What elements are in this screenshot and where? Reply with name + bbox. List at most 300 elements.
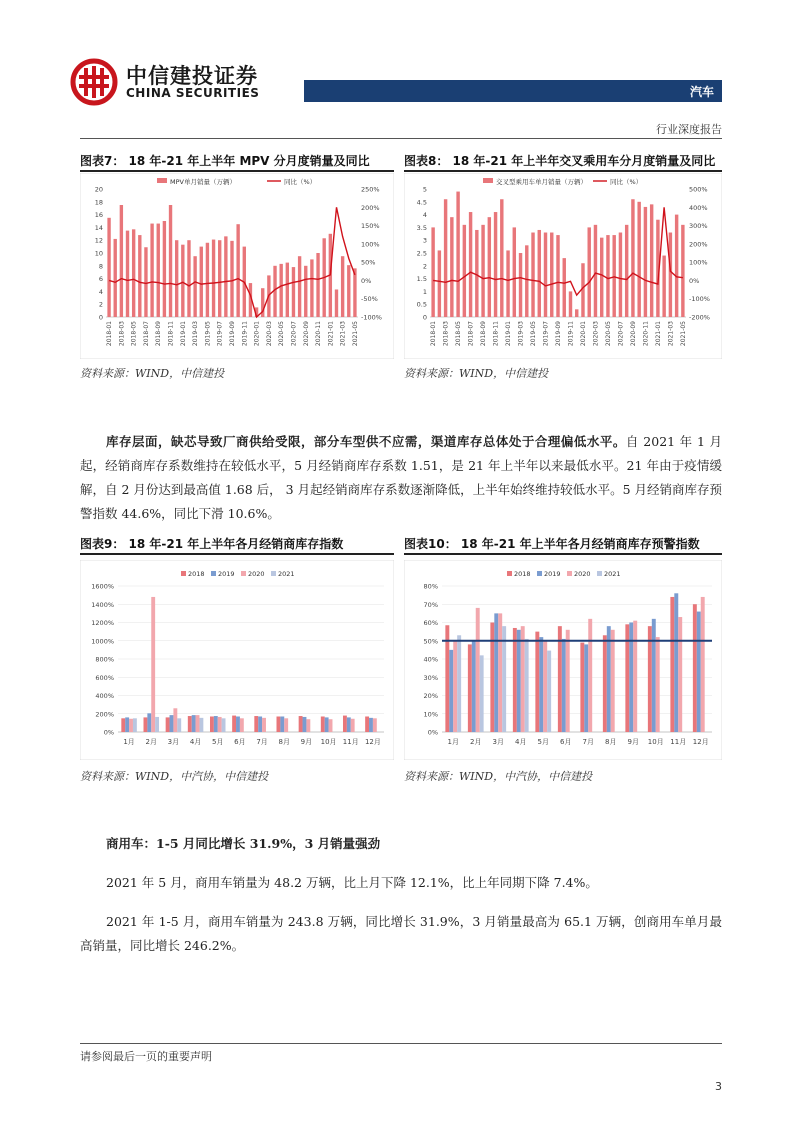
x-axis-tick: 2020-07 (617, 321, 625, 347)
bar-2019 (347, 717, 351, 732)
x-axis-tick: 2018-05 (130, 321, 138, 347)
sales-bar (538, 230, 541, 317)
x-axis-tick: 11月 (670, 738, 687, 746)
y-axis-tick: 1600% (91, 582, 114, 591)
x-axis-tick: 12月 (692, 738, 709, 746)
legend-label: 2019 (218, 570, 235, 578)
bar-2019 (369, 718, 373, 732)
right-axis-tick: 250% (361, 185, 380, 194)
dealer-warning-index-chart (404, 560, 722, 760)
bar-2019 (697, 612, 701, 732)
x-axis-tick: 2018-03 (118, 321, 126, 347)
y-axis-tick: 0% (427, 728, 438, 737)
sales-bar (114, 239, 117, 317)
right-axis-tick: 100% (689, 258, 708, 267)
y-axis-tick: 20% (423, 692, 438, 700)
bar-2020 (329, 719, 333, 732)
commercial-ytd-paragraph: 2021 年 1-5 月，商用车销量为 243.8 万辆，同比增长 31.9%，3 月销量最高为 65.1 万辆，创商用车单月最高销量，同比增长 246.2%。 (80, 914, 722, 953)
legend-label-bars: MPV单月销量（万辆） (170, 178, 236, 186)
x-axis-tick: 2019-03 (192, 321, 200, 347)
sales-bar (304, 266, 307, 317)
x-axis-tick: 2021-03 (667, 321, 675, 347)
bar-2019 (258, 716, 262, 732)
right-axis-tick: 100% (361, 240, 380, 249)
x-axis-tick: 4月 (189, 738, 202, 746)
y-axis-tick: 200% (95, 710, 114, 719)
x-axis-tick: 2018-05 (455, 321, 463, 347)
bar-2019 (517, 630, 521, 732)
bar-2018 (321, 716, 325, 732)
bar-2020 (351, 719, 355, 732)
left-axis-tick: 5 (422, 185, 427, 194)
right-axis-tick: -50% (361, 295, 378, 304)
bar-2020 (701, 597, 705, 732)
legend-label-line: 同比（%） (284, 178, 317, 186)
x-axis-tick: 2020-03 (265, 321, 273, 347)
bar-2018 (468, 644, 472, 732)
sales-bar (444, 199, 447, 317)
commercial-vehicle-heading: 商用车：1-5 月同比增长 31.9%，3 月销量强劲 (106, 836, 381, 851)
crossover-sales-chart (404, 173, 722, 359)
inventory-paragraph-rest: 自 2021 年 1 月起，经销商库存系数维持在较低水平，5 月经销商库存系数 1.51，是 21 年上半年以来最低水平。21 年由于疫情缓解，自 2 月份达到最高值 1.68 后， 3 月起经销商库存系数逐渐降低，上半年始终维持较低水平。5 月经销商库存预警指数 44.6%，同比下滑 10.6%。 (80, 434, 723, 521)
sales-bar (513, 227, 516, 317)
bar-2018 (188, 716, 192, 732)
bar-2019 (472, 641, 476, 732)
dealer-inventory-index-chart (80, 560, 394, 760)
legend-swatch (537, 571, 542, 576)
bar-2019 (303, 717, 307, 732)
y-axis-tick: 600% (95, 673, 114, 682)
x-axis-tick: 2019-01 (505, 321, 513, 347)
bar-2021 (457, 635, 461, 732)
bar-2021 (547, 651, 551, 732)
x-axis-tick: 1月 (447, 738, 459, 746)
legend-swatch (507, 571, 512, 576)
bar-2018 (121, 718, 125, 732)
bar-2018 (343, 716, 347, 732)
bar-2020 (633, 621, 637, 732)
sales-bar (575, 309, 578, 317)
sales-bar (631, 199, 634, 317)
legend-swatch (181, 571, 186, 576)
fig8-title: 图表8： 18 年-21 年上半年交叉乘用车分月度销量及同比 (404, 154, 716, 168)
left-axis-tick: 14 (94, 223, 103, 232)
bar-2020 (611, 630, 615, 732)
sales-bar (218, 240, 221, 317)
bar-2018 (670, 597, 674, 732)
sales-bar (169, 205, 172, 317)
x-axis-tick: 2020-11 (642, 321, 650, 347)
left-axis-tick: 4 (98, 287, 103, 296)
bar-2020 (588, 619, 592, 732)
bar-2019 (562, 639, 566, 732)
fig8-title-rule (404, 170, 722, 172)
brand-name-en: CHINA SECURITIES (126, 86, 260, 100)
bar-2019 (494, 613, 498, 732)
legend-swatch (241, 571, 246, 576)
x-axis-tick: 2018-03 (442, 321, 450, 347)
left-axis-tick: 0.5 (416, 300, 427, 309)
left-axis-tick: 0 (98, 313, 103, 322)
bar-2019 (170, 715, 174, 732)
bar-2019 (147, 713, 151, 732)
left-axis-tick: 6 (98, 275, 103, 284)
y-axis-tick: 40% (423, 655, 438, 664)
bar-2020 (240, 718, 244, 732)
x-axis-tick: 2019-05 (204, 321, 212, 347)
bar-2019 (629, 623, 633, 733)
bar-2019 (652, 619, 656, 732)
bar-2018 (580, 643, 584, 732)
y-axis-tick: 1400% (91, 600, 114, 609)
x-axis-tick: 5月 (212, 738, 224, 746)
bar-2019 (236, 716, 240, 732)
x-axis-tick: 2020-09 (302, 321, 310, 347)
x-axis-tick: 6月 (234, 738, 246, 746)
bar-2021 (480, 655, 484, 732)
sales-bar (531, 233, 534, 317)
sales-bar (224, 236, 227, 317)
bar-2020 (262, 718, 266, 732)
fig7-source: 资料来源：WIND，中信建投 (80, 367, 225, 380)
sales-bar (569, 291, 572, 317)
x-axis-tick: 2020-05 (604, 321, 612, 347)
legend-swatch-bars (157, 178, 167, 183)
sales-bar (206, 243, 209, 317)
y-axis-tick: 50% (423, 637, 438, 646)
right-axis-tick: 0% (689, 276, 700, 285)
sales-bar (525, 245, 528, 317)
bar-2021 (199, 718, 203, 732)
sales-bar (236, 224, 239, 317)
brand-name-cn: 中信建投证券 (126, 64, 258, 88)
right-axis-tick: 500% (689, 185, 708, 194)
fig9-title: 图表9： 18 年-21 年上半年各月经销商库存指数 (80, 537, 344, 551)
bar-2020 (196, 715, 200, 732)
sales-bar (488, 217, 491, 317)
sales-bar (637, 202, 640, 317)
sales-bar (175, 240, 178, 317)
sales-bar (669, 233, 672, 317)
sales-bar (347, 265, 350, 317)
x-axis-tick: 10月 (320, 738, 337, 746)
x-axis-tick: 2020-07 (290, 321, 298, 347)
bar-2019 (584, 644, 588, 732)
bar-2018 (210, 716, 214, 732)
sales-bar (310, 259, 313, 317)
bar-2021 (222, 718, 226, 732)
sales-bar (144, 247, 147, 317)
y-axis-tick: 400% (95, 692, 114, 700)
legend-label: 2021 (604, 570, 621, 578)
sales-bar (138, 235, 141, 317)
x-axis-tick: 2021-01 (327, 321, 335, 347)
bar-2019 (125, 717, 129, 732)
y-axis-tick: 70% (423, 600, 438, 609)
x-axis-tick: 2020-03 (592, 321, 600, 347)
y-axis-tick: 80% (423, 582, 438, 591)
sales-bar (606, 235, 609, 317)
legend-label: 2020 (248, 570, 265, 578)
bar-2018 (143, 717, 147, 732)
sales-bar (200, 247, 203, 317)
x-axis-tick: 8月 (278, 738, 290, 746)
x-axis-tick: 9月 (300, 738, 313, 746)
x-axis-tick: 12月 (364, 738, 381, 746)
sales-bar (500, 199, 503, 317)
x-axis-tick: 2021-05 (351, 321, 359, 347)
right-axis-tick: -200% (689, 313, 710, 322)
bar-2019 (280, 716, 284, 732)
sales-bar (625, 225, 628, 317)
sales-bar (456, 192, 459, 317)
sector-bar (304, 80, 722, 102)
sector-label: 汽车 (689, 85, 714, 99)
left-axis-tick: 1 (422, 287, 427, 296)
bar-2019 (539, 637, 543, 732)
fig10-title-rule (404, 553, 722, 555)
sales-bar (132, 229, 135, 317)
bar-2020 (284, 718, 288, 732)
sales-bar (681, 225, 684, 317)
sales-bar (469, 212, 472, 317)
sales-bar (600, 238, 603, 317)
bar-2020 (656, 637, 660, 732)
x-axis-tick: 2018-11 (167, 321, 175, 347)
x-axis-tick: 2019-03 (517, 321, 525, 347)
sales-bar (335, 289, 338, 317)
bar-2019 (214, 716, 218, 732)
bar-2018 (490, 623, 494, 733)
x-axis-tick: 2018-01 (106, 321, 114, 347)
x-axis-tick: 2019-11 (567, 321, 575, 347)
left-axis-tick: 8 (98, 262, 103, 271)
fig7-title-rule (80, 170, 394, 172)
left-axis-tick: 1.5 (416, 275, 427, 284)
disclaimer-text: 请参阅最后一页的重要声明 (80, 1050, 212, 1063)
x-axis-tick: 2020-05 (278, 321, 286, 347)
commercial-may-paragraph: 2021 年 5 月，商用车销量为 48.2 万辆，比上月下降 12.1%，比上年同期下降 7.4%。 (106, 875, 598, 890)
mpv-sales-chart (80, 173, 394, 359)
bar-2018 (693, 604, 697, 732)
right-axis-tick: 200% (361, 203, 380, 212)
bar-2020 (476, 608, 480, 732)
sales-bar (107, 218, 110, 317)
left-axis-tick: 4.5 (416, 198, 427, 207)
sales-bar (481, 225, 484, 317)
sales-bar (120, 205, 123, 317)
sales-bar (126, 231, 129, 317)
sales-bar (316, 253, 319, 317)
sales-bar (187, 240, 190, 317)
right-axis-tick: -100% (361, 313, 382, 322)
bar-2020 (453, 641, 457, 732)
x-axis-tick: 4月 (515, 738, 527, 746)
sales-bar (556, 235, 559, 317)
bar-2020 (173, 708, 177, 732)
sales-bar (612, 235, 615, 317)
x-axis-tick: 7月 (582, 738, 594, 746)
footer-divider (80, 1043, 722, 1044)
right-axis-tick: 400% (689, 203, 708, 212)
left-axis-tick: 2 (422, 262, 427, 271)
y-axis-tick: 30% (423, 673, 438, 682)
sales-bar (619, 233, 622, 317)
sales-bar (494, 212, 497, 317)
sales-bar (292, 267, 295, 317)
sales-bar (431, 227, 434, 317)
x-axis-tick: 2021-05 (679, 321, 687, 347)
sales-bar (193, 256, 196, 317)
bar-2020 (678, 617, 682, 732)
x-axis-tick: 2021-01 (654, 321, 662, 347)
bar-2020 (151, 597, 155, 732)
fig9-source: 资料来源：WIND，中汽协，中信建投 (80, 770, 269, 783)
bar-2020 (129, 719, 133, 732)
x-axis-tick: 2019-07 (542, 321, 550, 347)
x-axis-tick: 2020-01 (253, 321, 261, 347)
bar-2019 (325, 717, 329, 732)
right-axis-tick: 200% (689, 240, 708, 249)
right-axis-tick: 0% (361, 276, 372, 285)
sales-bar (286, 263, 289, 317)
bar-2020 (543, 641, 547, 732)
legend-swatch-bars (483, 178, 493, 183)
y-axis-tick: 1200% (91, 619, 114, 627)
left-axis-tick: 2.5 (416, 249, 427, 258)
bar-2018 (166, 717, 170, 732)
x-axis-tick: 2018-01 (430, 321, 438, 347)
bar-2020 (373, 718, 377, 732)
x-axis-tick: 1月 (123, 738, 135, 746)
left-axis-tick: 10 (94, 249, 103, 258)
x-axis-tick: 2018-09 (480, 321, 488, 347)
bar-2018 (535, 632, 539, 732)
x-axis-tick: 8月 (605, 738, 617, 746)
legend-label-line: 同比（%） (610, 178, 643, 186)
right-axis-tick: 150% (361, 222, 380, 231)
left-axis-tick: 20 (94, 185, 103, 194)
bar-2021 (155, 717, 159, 732)
sales-bar (341, 256, 344, 317)
bar-2018 (603, 635, 607, 732)
page-number: 3 (715, 1080, 722, 1093)
x-axis-tick: 2019-05 (530, 321, 538, 347)
sales-bar (279, 264, 282, 317)
left-axis-tick: 4 (422, 211, 427, 220)
sales-bar (298, 256, 301, 317)
bar-2019 (449, 650, 453, 732)
right-axis-tick: 50% (361, 258, 376, 267)
bar-2021 (525, 639, 529, 732)
right-axis-tick: 300% (689, 222, 708, 231)
fig10-title: 图表10： 18 年-21 年上半年各月经销商库存预警指数 (404, 537, 700, 551)
bar-2020 (218, 717, 222, 732)
sales-bar (475, 230, 478, 317)
sales-bar (163, 221, 166, 317)
left-axis-tick: 3 (422, 236, 427, 245)
bar-2021 (133, 718, 137, 732)
y-axis-tick: 0% (103, 728, 114, 737)
bar-2019 (192, 715, 196, 732)
sales-bar (675, 215, 678, 317)
x-axis-tick: 2019-09 (555, 321, 562, 347)
bar-2018 (276, 716, 280, 732)
x-axis-tick: 2019-11 (241, 321, 249, 347)
x-axis-tick: 2020-11 (315, 321, 323, 347)
fig9-title-rule (80, 553, 394, 555)
sales-bar (157, 224, 160, 317)
x-axis-tick: 2021-03 (339, 321, 347, 347)
left-axis-tick: 2 (98, 300, 103, 309)
x-axis-tick: 2020-01 (579, 321, 587, 347)
x-axis-tick: 2018-07 (467, 321, 475, 347)
sales-bar (650, 204, 653, 317)
sales-bar (594, 225, 597, 317)
report-type: 行业深度报告 (656, 123, 722, 136)
bar-2019 (674, 593, 678, 732)
right-axis-tick: -100% (689, 295, 710, 304)
left-axis-tick: 12 (94, 236, 103, 245)
sales-bar (463, 225, 466, 317)
left-axis-tick: 3.5 (416, 223, 427, 232)
sales-bar (506, 250, 509, 317)
bar-2019 (607, 626, 611, 732)
bar-2018 (558, 626, 562, 732)
sales-bar (181, 245, 184, 317)
y-axis-tick: 60% (423, 619, 438, 627)
x-axis-tick: 3月 (492, 738, 504, 746)
inventory-paragraph-bold: 库存层面，缺芯导致厂商供给受限，部分车型供不应需，渠道库存总体处于合理偏低水平。 (106, 434, 626, 449)
legend-label-bars: 交叉型乘用车单月销量（万辆） (496, 178, 587, 186)
bar-2018 (299, 716, 303, 732)
bar-2018 (254, 716, 258, 732)
legend-label: 2019 (544, 570, 561, 578)
x-axis-tick: 2019-01 (179, 321, 187, 347)
y-axis-tick: 800% (95, 655, 114, 664)
sales-bar (212, 240, 215, 317)
fig8-source: 资料来源：WIND，中信建投 (404, 367, 549, 380)
x-axis-tick: 2月 (145, 738, 157, 746)
sales-bar (150, 224, 153, 317)
legend-swatch (211, 571, 216, 576)
x-axis-tick: 10月 (647, 738, 664, 746)
x-axis-tick: 2018-07 (142, 321, 150, 347)
sales-bar (588, 227, 591, 317)
sales-bar (544, 233, 547, 317)
sales-bar (353, 268, 356, 317)
legend-swatch (597, 571, 602, 576)
legend-label: 2018 (514, 570, 531, 578)
x-axis-tick: 3月 (167, 738, 180, 746)
x-axis-tick: 5月 (537, 738, 549, 746)
inventory-paragraph (80, 430, 722, 526)
bar-2020 (521, 626, 525, 732)
x-axis-tick: 2020-09 (629, 321, 637, 347)
bar-2018 (648, 626, 652, 732)
y-axis-tick: 10% (423, 710, 438, 719)
left-axis-tick: 16 (94, 211, 103, 220)
citic-logo-icon (70, 58, 118, 106)
bar-2020 (498, 613, 502, 732)
x-axis-tick: 6月 (560, 738, 572, 746)
x-axis-tick: 7月 (256, 738, 268, 746)
x-axis-tick: 2018-09 (155, 321, 163, 347)
y-axis-tick: 1000% (91, 637, 114, 646)
fig7-title: 图表7： 18 年-21 年上半年 MPV 分月度销量及同比 (80, 154, 370, 168)
x-axis-tick: 2018-11 (492, 321, 500, 347)
fig10-source: 资料来源：WIND，中汽协，中信建投 (404, 770, 593, 783)
